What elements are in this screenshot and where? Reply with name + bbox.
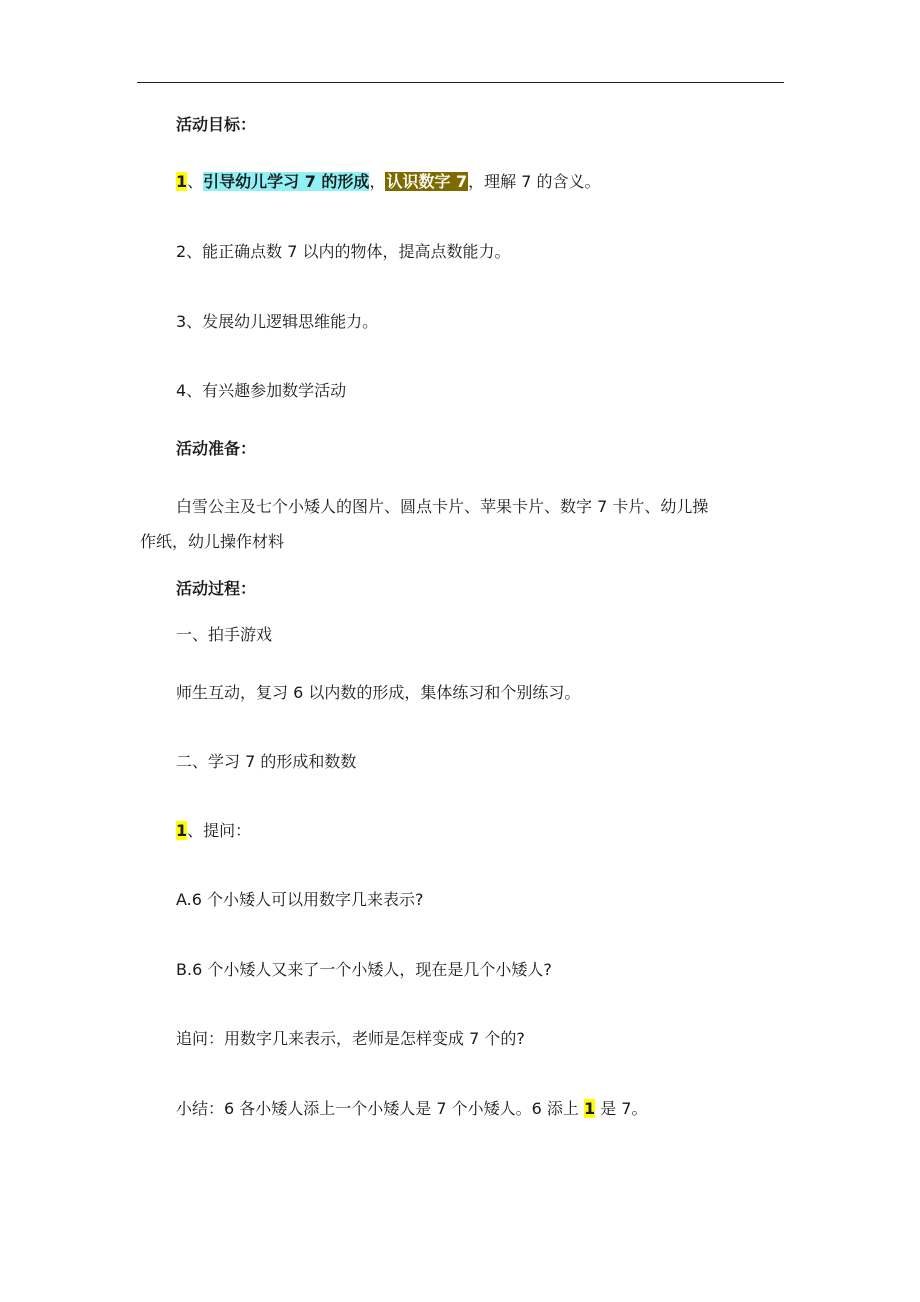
step-2-title: 二、学习 7 的形成和数数	[176, 752, 357, 771]
goal-item-4: 4、有兴趣参加数学活动	[176, 381, 347, 400]
heading-activity-goals: 活动目标：	[176, 115, 257, 134]
heading-activity-prep: 活动准备：	[176, 439, 257, 458]
goal-1-separator: 、	[187, 172, 204, 191]
prep-line-2: 作纸，幼儿操作材料	[140, 532, 285, 551]
step-1-text: 师生互动，复习 6 以内数的形成，集体练习和个别练习。	[176, 683, 581, 702]
question-label: 、提问：	[187, 821, 252, 840]
question-item-1	[176, 820, 251, 842]
prep-line-1: 白雪公主及七个小矮人的图片、圆点卡片、苹果卡片、数字 7 卡片、幼儿操	[176, 497, 709, 516]
goal-1-number: 1	[176, 172, 188, 191]
goal-1-highlight-cyan: 引导幼儿学习 7 的形成	[203, 172, 370, 191]
step-1-title: 一、拍手游戏	[176, 625, 273, 644]
follow-up-question: 追问：用数字几来表示，老师是怎样变成 7 个的?	[176, 1029, 525, 1048]
summary-number: 1	[583, 1099, 596, 1118]
goal-1-highlight-olive: 认识数字 7	[386, 172, 468, 191]
goal-1-comma: ，	[369, 172, 386, 191]
question-b: B.6 个小矮人又来了一个小矮人，现在是几个小矮人?	[176, 960, 552, 979]
summary-text-before: 小结：6 各小矮人添上一个小矮人是 7 个小矮人。6 添上	[176, 1099, 584, 1118]
heading-activity-process: 活动过程：	[176, 579, 257, 598]
question-number: 1	[176, 821, 188, 840]
goal-item-3: 3、发展幼儿逻辑思维能力。	[176, 312, 379, 331]
summary-line	[176, 1098, 647, 1120]
goal-item-1	[176, 171, 601, 193]
question-a: A.6 个小矮人可以用数字几来表示?	[176, 890, 424, 909]
header-rule	[137, 82, 784, 83]
goal-1-rest: ，理解 7 的含义。	[468, 172, 601, 191]
goal-item-2: 2、能正确点数 7 以内的物体，提高点数能力。	[176, 242, 511, 261]
summary-text-after: 是 7。	[595, 1099, 648, 1118]
